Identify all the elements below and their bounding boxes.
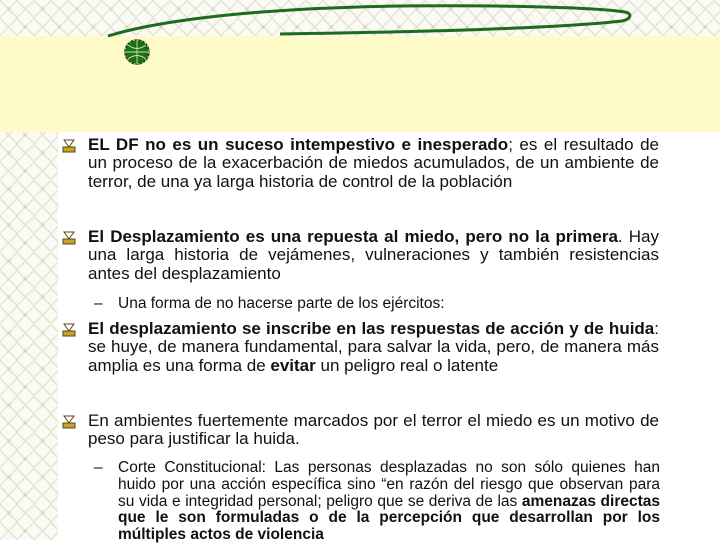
bullet-item (88, 412, 659, 449)
title-band (0, 36, 720, 132)
body-text: Una forma de no hacerse parte de los ejércitos: (118, 295, 445, 312)
body-text: En ambientes fuertemente marcados por el terror el miedo es un motivo de peso para justificar la huida. (88, 411, 659, 449)
diamond-bullet-icon (61, 414, 77, 430)
bold-text: evitar (270, 355, 316, 375)
body-text: . Hay una larga historia de vejámenes, vulneraciones y también resistencias antes del desplazamiento (88, 227, 659, 283)
bold-text: amenazas directas que le son formuladas o de la percepción que desarrollan por los múltiples actos de violencia (118, 492, 661, 544)
bullet-item (88, 320, 659, 375)
diamond-bullet-icon (61, 322, 77, 338)
bullet-item (94, 459, 661, 544)
bold-text: El desplazamiento se inscribe en las respuestas de acción y de huida (88, 319, 655, 338)
dash-bullet: – (94, 459, 103, 476)
bullet-item (88, 228, 659, 283)
diamond-bullet-icon (61, 138, 77, 154)
body-text: Corte Constitucional: Las personas desplazadas no son sólo quienes han huido por una acción específica sino “en razón del riesgo que observan para su vida e integridad personal; peligro que se deriva de las (118, 459, 660, 510)
bold-text: EL DF no es un suceso intempestivo e inesperado (88, 135, 509, 154)
body-text: un peligro real o latente (315, 355, 499, 375)
body-text: : se huye, de manera fundamental, para salvar la vida, pero, de manera más amplia es una forma de (88, 319, 659, 375)
dash-bullet: – (94, 295, 103, 312)
body-text: ; es el resultado de un proceso de la exacerbación de miedos acumulados, de un ambiente de terror, de una ya larga historia de control de la población (88, 135, 659, 191)
diamond-bullet-icon (61, 230, 77, 246)
bullet-item (88, 136, 659, 191)
bold-text: El Desplazamiento es una repuesta al miedo, pero no la primera (88, 227, 618, 246)
bullet-item (94, 295, 660, 313)
